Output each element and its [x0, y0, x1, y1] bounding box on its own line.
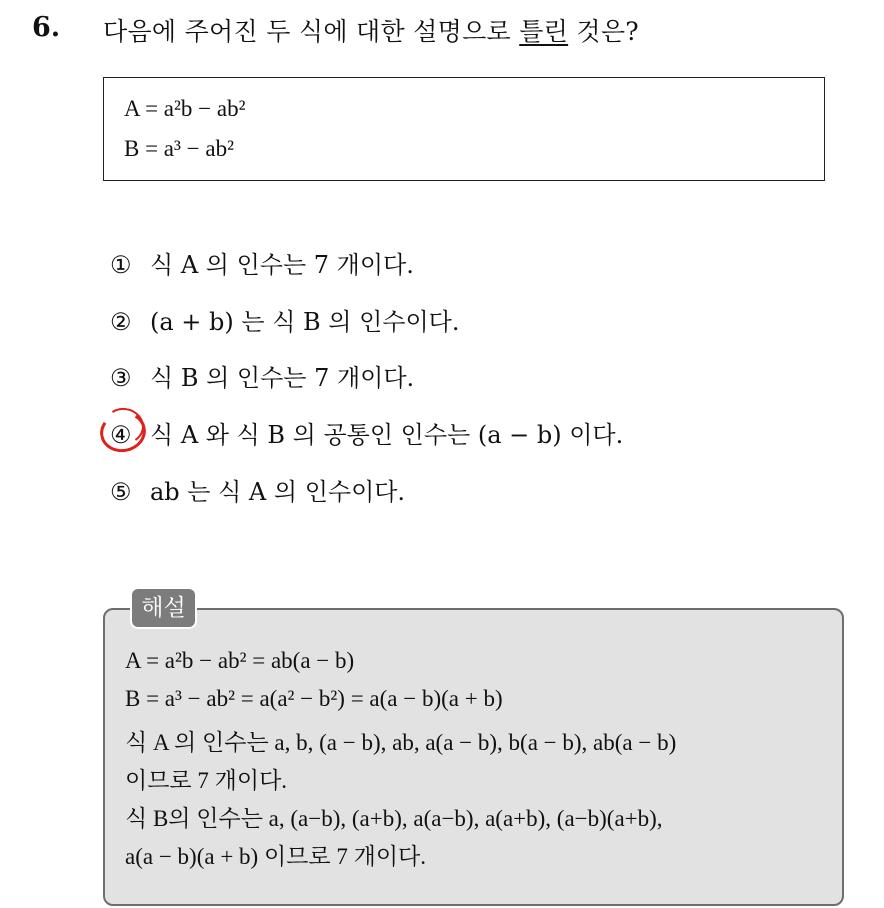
underlined-word: 틀린: [519, 17, 569, 46]
choice-marker: ⑤: [110, 478, 132, 506]
choice-text: ab 는 식 A 의 인수이다.: [150, 478, 406, 506]
choice-marker: ②: [110, 308, 132, 336]
question-text: 다음에 주어진 두 식에 대한 설명으로 틀린 것은?: [103, 17, 639, 46]
solution-line-5: 식 B의 인수는 a, (a−b), (a+b), a(a−b), a(a+b), (a−b)(a+b),: [125, 806, 663, 831]
given-expressions-box: [103, 77, 825, 181]
choice-text: 식 A 와 식 B 의 공통인 인수는 (a − b) 이다.: [150, 421, 624, 449]
given-line-1: A = a²b − ab²: [124, 96, 246, 121]
solution-line-2: B = a³ − ab² = a(a² − b²) = a(a − b)(a + b): [125, 686, 503, 711]
choice-1[interactable]: [110, 245, 414, 280]
solution-line-6: a(a − b)(a + b) 이므로 7 개이다.: [125, 844, 427, 869]
choice-5[interactable]: [110, 472, 405, 507]
choice-text: 식 A 의 인수는 7 개이다.: [150, 251, 414, 279]
solution-line-1: A = a²b − ab² = ab(a − b): [125, 648, 355, 673]
question-number: 6.: [32, 12, 61, 43]
given-line-2: B = a³ − ab²: [124, 136, 234, 161]
choice-text: (a + b) 는 식 B 의 인수이다.: [150, 308, 460, 336]
choice-3[interactable]: [110, 358, 414, 393]
choice-4[interactable]: [110, 415, 623, 450]
solution-line-4: 이므로 7 개이다.: [125, 768, 288, 793]
choice-2[interactable]: [110, 302, 459, 337]
choice-marker: ④: [110, 421, 132, 449]
choice-marker: ③: [110, 364, 132, 392]
choice-text: 식 B 의 인수는 7 개이다.: [150, 364, 415, 392]
solution-line-3: 식 A 의 인수는 a, b, (a − b), ab, a(a − b), b(a − b), ab(a − b): [125, 730, 677, 755]
solution-label: 해설: [130, 587, 197, 629]
choice-marker: ①: [110, 251, 132, 279]
